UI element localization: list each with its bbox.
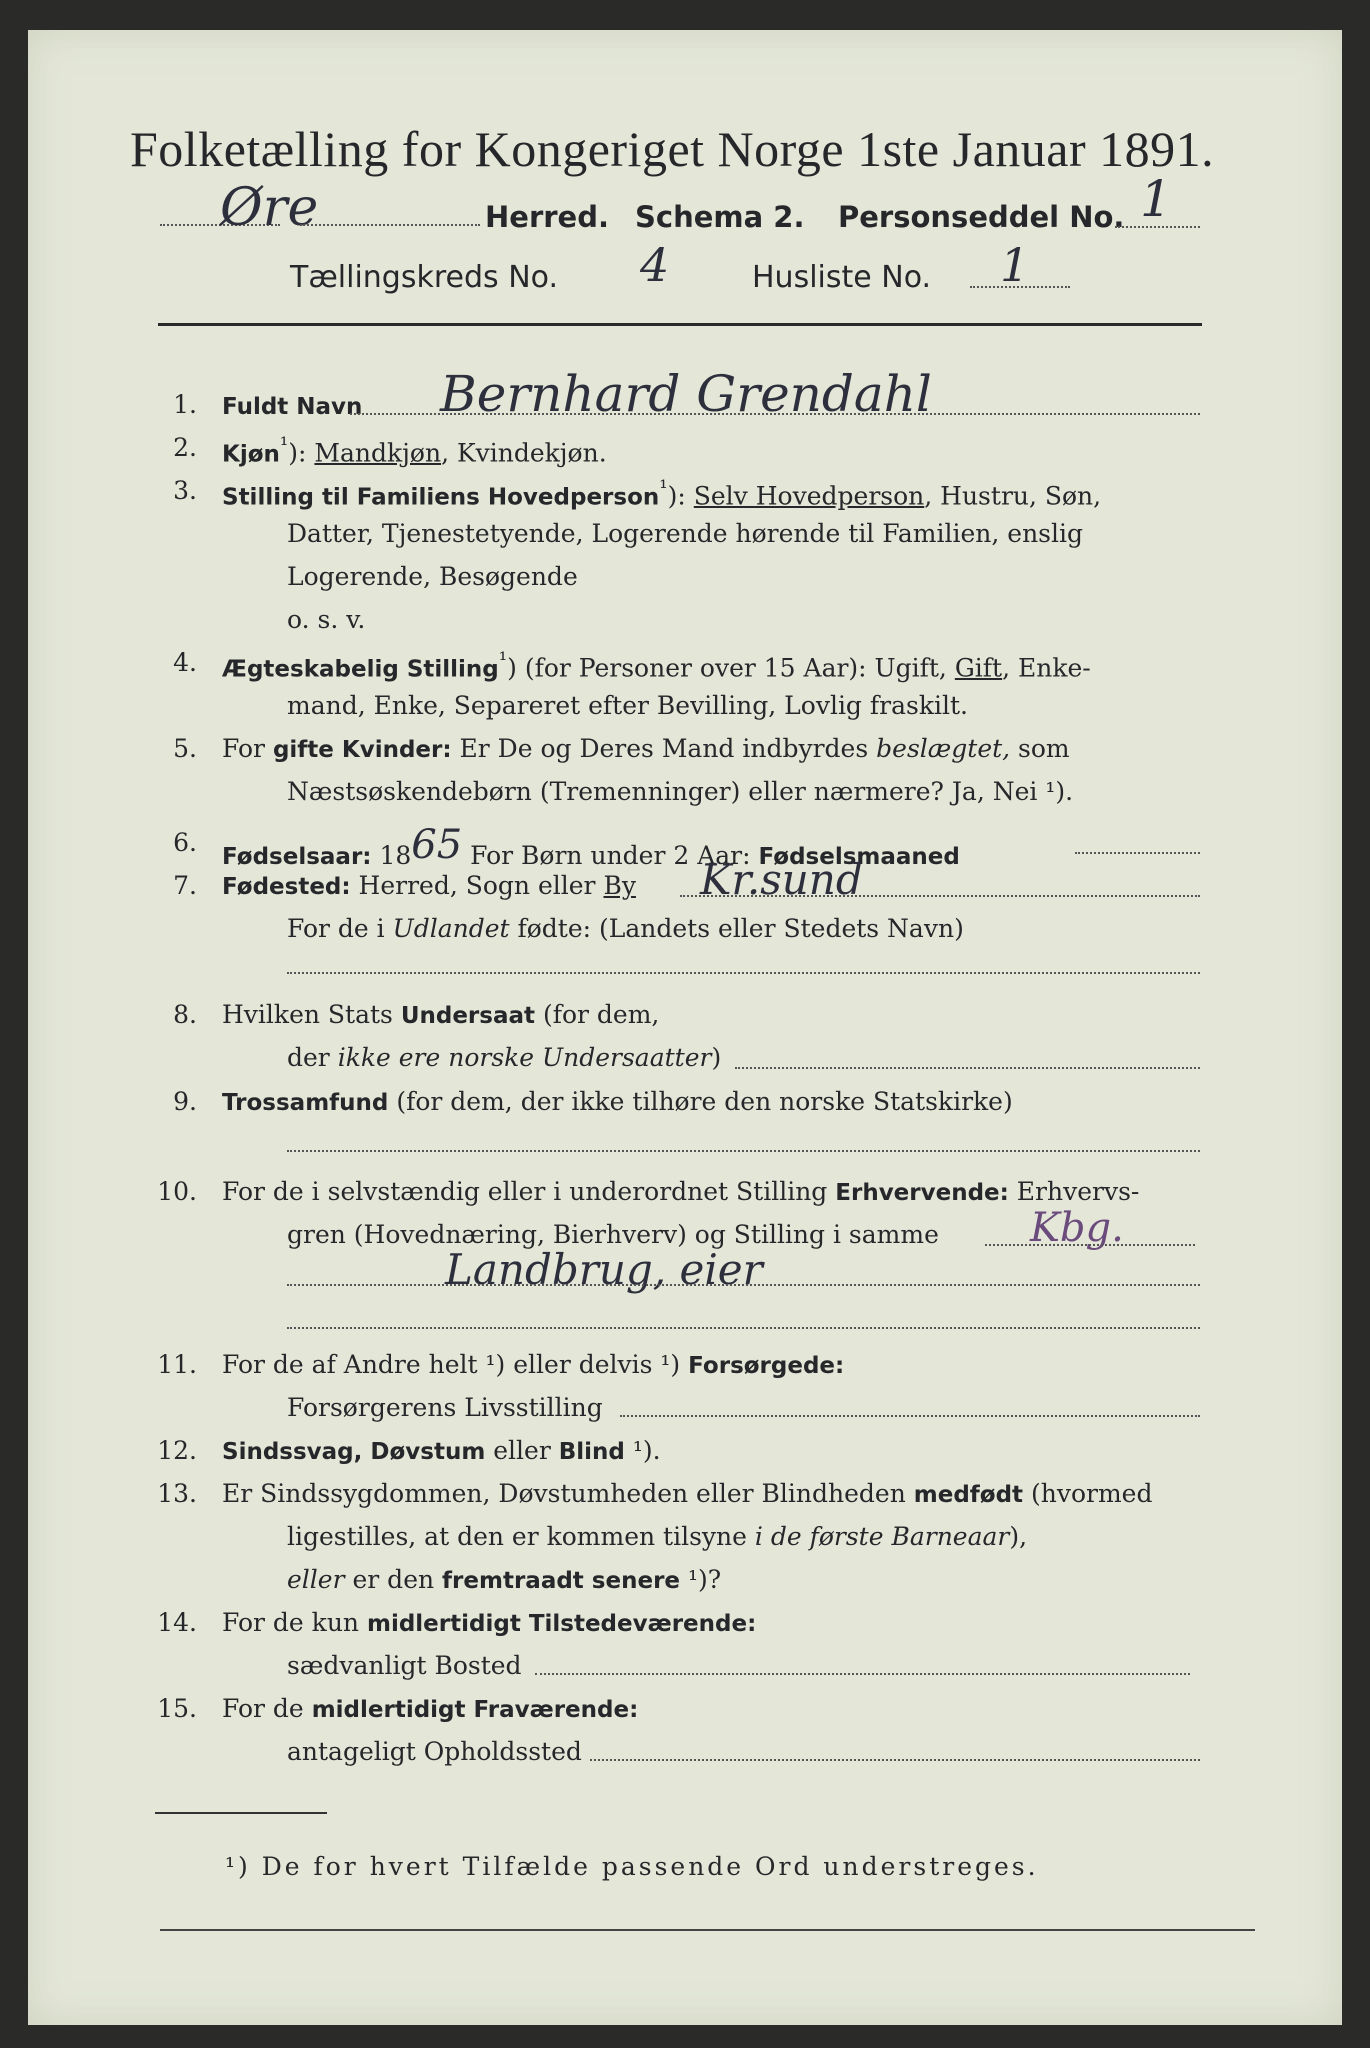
q3-number: 3. — [173, 476, 197, 505]
q6-year-handwritten: 65 — [411, 822, 463, 868]
q8-text: Hvilken Stats Undersaat (for dem, — [222, 1000, 660, 1029]
q4-text: Ægteskabelig Stilling$^{^1}$) (for Personer over 15 Aar): Ugift, Gift, Enke- — [222, 648, 1091, 683]
schema-label: Schema 2. — [635, 200, 805, 234]
q11-text: For de af Andre helt ¹) eller delvis ¹) Forsørgede: — [222, 1350, 845, 1379]
q9-dotted-line — [287, 1150, 1200, 1152]
q8-number: 8. — [173, 1000, 197, 1029]
q15-line2: antageligt Opholdssted — [287, 1737, 582, 1766]
q8-line2: der ikke ere norske Undersaatter) — [287, 1043, 722, 1072]
q6-text: Fødselsaar: 1865 For Børn under 2 Aar: Fødselsmaaned — [222, 822, 960, 870]
q2-text: Kjøn$^{^1}$): Mandkjøn, Kvindekjøn. — [222, 433, 607, 468]
q15-text: For de midlertidigt Fraværende: — [222, 1694, 639, 1723]
q14-line2: sædvanligt Bosted — [287, 1651, 522, 1680]
footnote-rule — [155, 1812, 327, 1814]
q3-line3: Logerende, Besøgende — [287, 562, 578, 591]
q10-dotted-line — [985, 1244, 1195, 1246]
q9-text: Trossamfund (for dem, der ikke tilhøre den norske Statskirke) — [222, 1087, 1013, 1116]
husliste-label: Husliste No. — [752, 260, 932, 295]
q6-dotted-line — [1075, 852, 1200, 854]
q7-selected-option: By — [603, 871, 636, 900]
q7-line2: For de i Udlandet fødte: (Landets eller Stedets Navn) — [287, 914, 964, 943]
personseddel-handwritten: 1 — [1140, 170, 1172, 228]
q3-text: Stilling til Familiens Hovedperson$^{^1}$): Selv Hovedperson, Hustru, Søn, — [222, 476, 1102, 511]
herred-handwritten: Øre — [220, 178, 319, 238]
q14-number: 14. — [157, 1608, 197, 1637]
personseddel-label: Personseddel No. — [838, 200, 1125, 234]
q1-number: 1. — [173, 390, 197, 419]
q11-line2: Forsørgerens Livsstilling — [287, 1393, 603, 1422]
kreds-label: Tællingskreds No. — [290, 260, 558, 295]
q9-number: 9. — [173, 1087, 197, 1116]
header-rule — [158, 323, 1202, 326]
q10-number: 10. — [157, 1177, 197, 1206]
q10-dotted-line-2 — [287, 1284, 1200, 1286]
q3-selected-option: Selv Hovedperson — [693, 481, 925, 511]
q11-number: 11. — [157, 1350, 197, 1379]
q4-line2: mand, Enke, Separeret efter Bevilling, Lovlig fraskilt. — [287, 691, 968, 720]
q7-birthplace-handwritten: Kr.sund — [700, 855, 863, 904]
q13-line2: ligestilles, at den er kommen tilsyne i de første Barneaar), — [287, 1522, 1028, 1551]
q4-number: 4. — [173, 648, 197, 677]
personseddel-dotted-line — [1115, 226, 1200, 228]
q15-number: 15. — [157, 1694, 197, 1723]
q1-name-handwritten: Bernhard Grendahl — [440, 365, 932, 423]
herred-label: Herred. — [485, 200, 609, 234]
kreds-handwritten: 4 — [640, 238, 670, 292]
q10-line2: gren (Hovednæring, Bierhverv) og Stilling i samme — [287, 1220, 939, 1249]
bottom-rule — [160, 1929, 1255, 1931]
q10-hand-2: Landbrug, eier — [445, 1245, 763, 1294]
husliste-dotted-line — [970, 286, 1070, 288]
q13-number: 13. — [157, 1479, 197, 1508]
q10-hand-1: Kbg. — [1030, 1205, 1124, 1251]
q15-dotted-line — [590, 1759, 1200, 1761]
q5-text: For gifte Kvinder: Er De og Deres Mand indbyrdes beslægtet, som — [222, 734, 1070, 763]
husliste-handwritten: 1 — [1000, 238, 1030, 292]
form-title: Folketælling for Kongeriget Norge 1ste Januar 1891. — [130, 121, 1215, 177]
q7-abroad-dotted-line — [287, 972, 1200, 974]
q13-text: Er Sindssygdommen, Døvstumheden eller Blindheden medfødt (hvormed — [222, 1479, 1153, 1508]
q8-dotted-line — [735, 1067, 1200, 1069]
q2-number: 2. — [173, 433, 197, 462]
q13-line3: eller er den fremtraadt senere ¹)? — [287, 1565, 722, 1594]
q1-label: Fuldt Navn — [222, 394, 363, 420]
herred-dotted-line-2 — [300, 224, 480, 226]
q3-line4: o. s. v. — [287, 605, 366, 634]
q10-dotted-line-3 — [287, 1327, 1200, 1329]
q11-dotted-line — [620, 1415, 1200, 1417]
q12-text: Sindssvag, Døvstum eller Blind ¹). — [222, 1436, 661, 1465]
q6-number: 6. — [173, 828, 197, 857]
q7-number: 7. — [173, 871, 197, 900]
q5-number: 5. — [173, 734, 197, 763]
footnote: ¹) De for hvert Tilfælde passende Ord understreges. — [225, 1852, 1039, 1881]
q14-dotted-line — [535, 1673, 1190, 1675]
q14-text: For de kun midlertidigt Tilstedeværende: — [222, 1608, 757, 1637]
q5-line2: Næstsøskendebørn (Tremenninger) eller nærmere? Ja, Nei ¹). — [287, 777, 1074, 806]
q4-selected-option: Gift — [954, 653, 1003, 683]
q10-text: For de i selvstændig eller i underordnet Stilling Erhvervende: Erhvervs- — [222, 1177, 1140, 1206]
q12-number: 12. — [157, 1436, 197, 1465]
q7-text: Fødested: Herred, Sogn eller By — [222, 871, 636, 900]
q3-line2: Datter, Tjenestetyende, Logerende hørende til Familien, enslig — [287, 519, 1084, 548]
q7-dotted-line — [680, 895, 1200, 897]
q2-selected-option: Mandkjøn — [314, 438, 442, 468]
